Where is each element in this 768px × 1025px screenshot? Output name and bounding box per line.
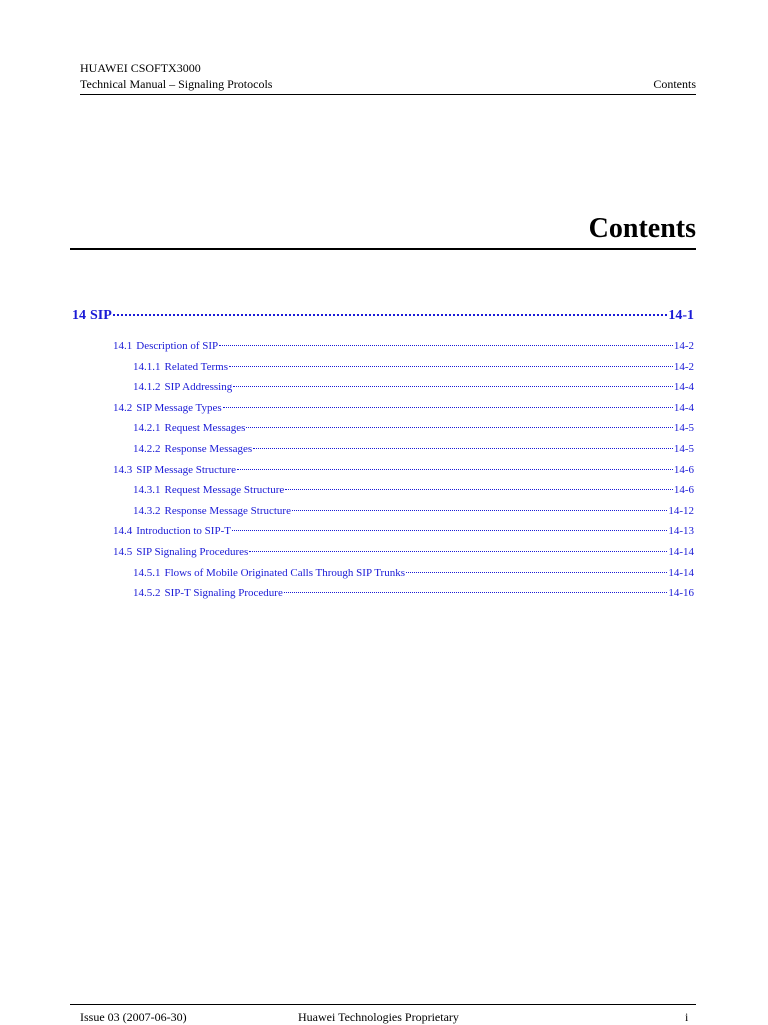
toc-dot-leader xyxy=(285,478,673,490)
toc-entry-title: SIP Addressing xyxy=(164,381,233,394)
toc-dot-leader xyxy=(229,355,673,367)
toc-entry-number: 14.3 xyxy=(113,463,133,476)
toc-entry-number: 14.2.2 xyxy=(133,442,161,455)
toc-entry-number: 14.3.2 xyxy=(133,504,161,517)
toc-entry[interactable] xyxy=(72,583,694,604)
toc-entry-page: 14-5 xyxy=(673,442,694,455)
toc-entry-number: 14.2.1 xyxy=(133,422,161,435)
toc-entry[interactable] xyxy=(72,439,694,460)
toc-entry-number: 14.3.1 xyxy=(133,484,161,497)
toc-entry-title: Flows of Mobile Originated Calls Through SIP Trunks xyxy=(164,566,405,579)
toc-entry-title: SIP Message Structure xyxy=(136,463,237,476)
toc-entry[interactable] xyxy=(72,303,694,326)
toc-entry-number: 14.2 xyxy=(113,401,133,414)
toc-entry-page: 14-1 xyxy=(668,308,694,323)
toc-entry[interactable] xyxy=(72,501,694,522)
toc-entry-title: Response Messages xyxy=(164,442,253,455)
toc-dot-leader xyxy=(249,540,667,552)
toc-entry-page: 14-14 xyxy=(668,566,694,579)
toc-entry[interactable] xyxy=(72,377,694,398)
toc-entry-title: Request Messages xyxy=(164,422,246,435)
toc-dot-leader xyxy=(219,334,673,346)
toc-entry-number: 14 xyxy=(72,308,86,323)
toc-entry-page: 14-4 xyxy=(673,401,694,414)
toc-entry-page: 14-16 xyxy=(668,587,694,600)
page-header xyxy=(80,60,696,95)
toc-dot-leader xyxy=(406,561,667,573)
toc-entry[interactable] xyxy=(72,357,694,378)
toc-entry[interactable] xyxy=(72,460,694,481)
toc-entry[interactable] xyxy=(72,563,694,584)
toc-dot-leader xyxy=(284,581,667,593)
toc-entry-page: 14-2 xyxy=(673,360,694,373)
toc-entry-number: 14.1.2 xyxy=(133,381,161,394)
toc-entry-title: SIP xyxy=(90,308,112,323)
toc-entry-number: 14.5.2 xyxy=(133,587,161,600)
header-manual-title: Technical Manual – Signaling Protocols xyxy=(80,77,273,91)
toc-entry-title: SIP Signaling Procedures xyxy=(136,545,249,558)
toc-dot-leader xyxy=(113,300,668,316)
toc-dot-leader xyxy=(246,416,672,428)
toc-entry-page: 14-4 xyxy=(673,381,694,394)
toc-entry-title: Request Message Structure xyxy=(164,484,285,497)
toc-entry-page: 14-2 xyxy=(673,340,694,352)
page-title: Contents xyxy=(70,212,696,250)
toc-entry-page: 14-6 xyxy=(673,463,694,476)
header-section: Contents xyxy=(653,77,696,91)
toc-entry-title: Description of SIP xyxy=(136,340,219,352)
footer-proprietary: Huawei Technologies Proprietary xyxy=(298,1010,459,1024)
toc-entry-page: 14-5 xyxy=(673,422,694,435)
toc-entry-number: 14.5 xyxy=(113,545,133,558)
toc-dot-leader xyxy=(237,458,673,470)
toc-entry-number: 14.1.1 xyxy=(133,360,161,373)
toc-entry[interactable] xyxy=(72,542,694,563)
toc-dot-leader xyxy=(253,437,673,449)
header-row-manual xyxy=(80,76,696,92)
toc-entry-number: 14.5.1 xyxy=(133,566,161,579)
toc-entry-number: 14.4 xyxy=(113,525,133,538)
toc-entry[interactable] xyxy=(72,398,694,419)
page-footer xyxy=(70,1004,696,1024)
header-row-product xyxy=(80,60,696,76)
footer-issue: Issue 03 (2007-06-30) xyxy=(80,1010,187,1024)
toc-entry[interactable] xyxy=(72,418,694,439)
toc-entry-page: 14-6 xyxy=(673,484,694,497)
footer-page-number: i xyxy=(685,1010,689,1024)
toc-entry-page: 14-12 xyxy=(668,504,694,517)
toc-entry-title: SIP Message Types xyxy=(136,401,222,414)
toc-entry-title: SIP-T Signaling Procedure xyxy=(164,587,283,600)
toc-entry-title: Related Terms xyxy=(164,360,228,373)
toc-dot-leader xyxy=(292,499,667,511)
header-product: HUAWEI CSOFTX3000 xyxy=(80,61,201,75)
toc-entry-title: Response Message Structure xyxy=(164,504,291,517)
toc-entry[interactable] xyxy=(72,521,694,542)
toc-entry-page: 14-14 xyxy=(668,545,694,558)
toc-entry-page: 14-13 xyxy=(668,525,694,538)
toc-dot-leader xyxy=(232,519,667,531)
toc-entry-title: Introduction to SIP-T xyxy=(136,525,231,538)
toc-dot-leader xyxy=(233,375,673,387)
toc-entry[interactable] xyxy=(72,480,694,501)
table-of-contents xyxy=(72,303,694,604)
toc-dot-leader xyxy=(223,396,673,408)
toc-entry-number: 14.1 xyxy=(113,340,133,352)
toc-entry[interactable] xyxy=(72,336,694,357)
